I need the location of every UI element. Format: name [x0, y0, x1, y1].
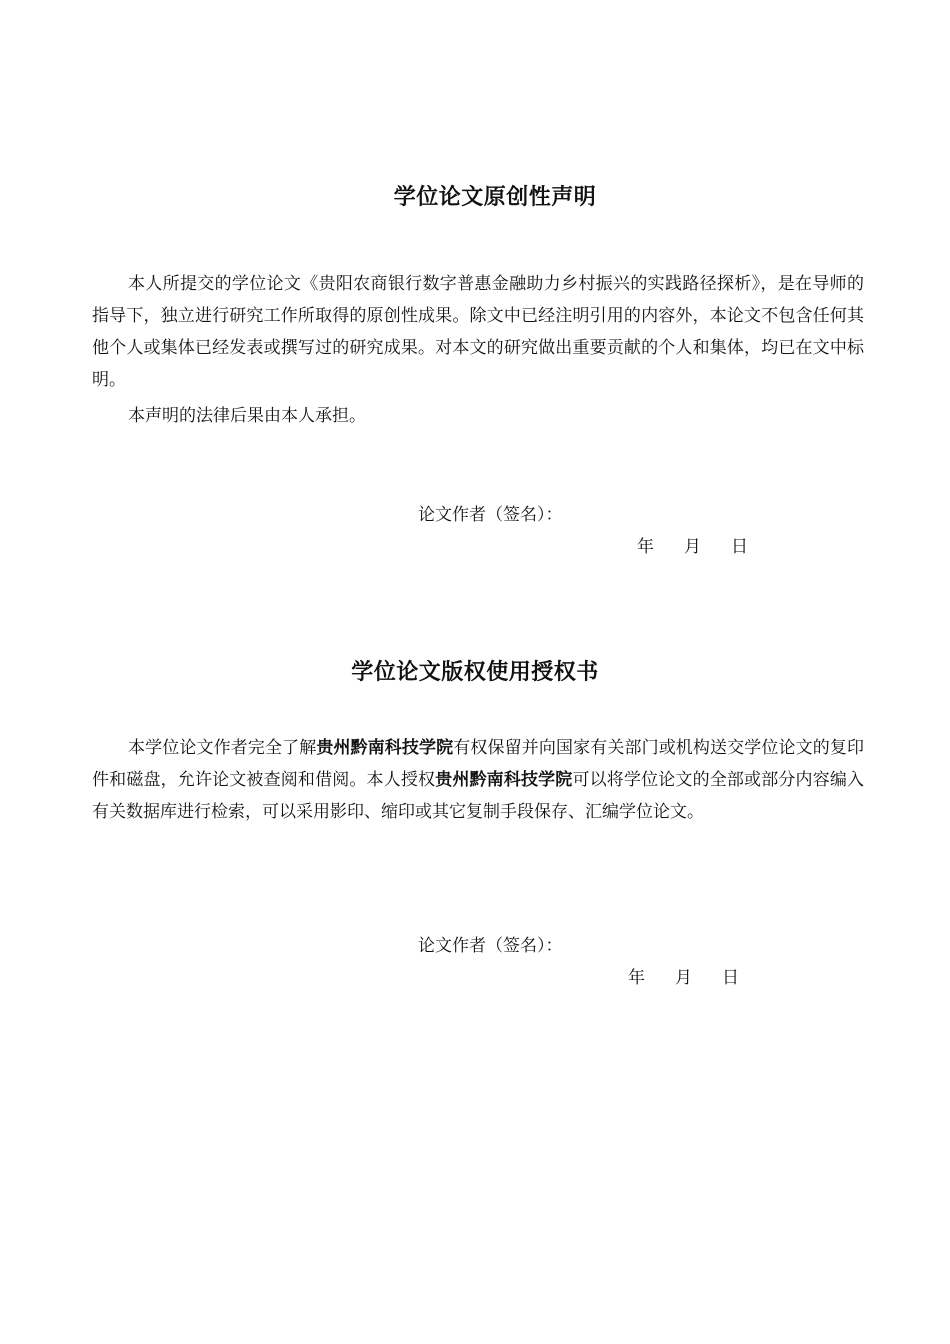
date-year: 年 — [628, 968, 645, 988]
authorization-paragraph — [92, 732, 864, 828]
declaration-date-line — [637, 535, 748, 559]
declaration-paragraph-legal: 本声明的法律后果由本人承担。 — [128, 406, 366, 426]
institution-name: 贵州黔南科技学院 — [316, 738, 454, 758]
date-year: 年 — [637, 537, 654, 557]
authorization-date-line — [628, 966, 739, 990]
authorization-title: 学位论文版权使用授权书 — [351, 660, 599, 685]
declaration-title: 学位论文原创性声明 — [393, 185, 597, 210]
institution-name: 贵州黔南科技学院 — [435, 770, 573, 790]
date-month: 月 — [675, 968, 692, 988]
authorization-text-part1: 本学位论文作者完全了解 — [128, 738, 317, 758]
authorization-text-part2: 有权保留并向国家有关部门或机构送交学位论文的复印件和磁盘，允许论文被查阅和借阅。本人授权 — [92, 738, 865, 790]
declaration-paragraph-main: 本人所提交的学位论文《贵阳农商银行数字普惠金融助力乡村振兴的实践路径探析》，是在导师的指导下，独立进行研究工作所取得的原创性成果。除文中已经注明引用的内容外，本论文不包含任何其他个人或集体已经发表或撰写过的研究成果。对本文的研究做出重要贡献的个人和集体，均已在文中标明。 — [92, 274, 864, 390]
authorization-text-part3: 可以将学位论文的全部或部分内容编入有关数据库进行检索，可以采用影印、缩印或其它复制手段保存、汇编学位论文。 — [92, 770, 865, 822]
date-day: 日 — [731, 537, 748, 557]
date-day: 日 — [722, 968, 739, 988]
date-month: 月 — [684, 537, 701, 557]
authorization-signature-label: 论文作者（签名）： — [418, 936, 563, 956]
declaration-signature-label: 论文作者（签名）： — [418, 505, 563, 525]
